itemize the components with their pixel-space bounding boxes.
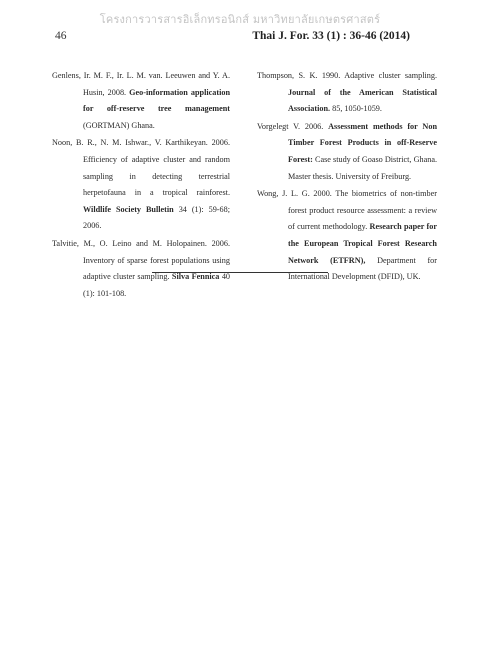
reference-title: Wildlife Society Bulletin [83, 204, 174, 214]
reference-title: Silva Fennica [171, 272, 220, 282]
reference-title: Geo-information application for off-reserve tree management [83, 87, 231, 114]
references-left-column [52, 68, 230, 303]
reference-text: 40 (1): 101-108. [83, 272, 231, 298]
reference-entry [52, 68, 230, 134]
reference-title: Journal of the American Statistical Association. [288, 87, 437, 114]
reference-text: Wong, J. L. G. 2000. The biometrics of non-timber forest product resource assessment: a review of current methodology. [257, 189, 437, 232]
reference-text: Genlens, Ir. M. F., Ir. L. M. van. Leeuwen and Y. A. Husin, 2008. [52, 71, 230, 97]
reference-title: Research paper for the European Tropical Forest Research Network (ETFRN), [288, 222, 437, 265]
reference-text: Thompson, S. K. 1990. Adaptive cluster sampling. [257, 71, 437, 80]
reference-text: 85, 1050-1059. [330, 104, 382, 114]
reference-entry [257, 119, 437, 185]
watermark: โครงการวารสารอิเล็กทรอนิกส์ มหาวิทยาลัยเกษตรศาสตร์ [99, 13, 381, 26]
reference-entry [52, 236, 230, 302]
reference-text: Case study of Goaso District, Ghana. Master thesis. University of Freiburg. [288, 154, 437, 181]
reference-title: Assessment methods for Non Timber Forest Products in off-Reserve Forest: [288, 121, 437, 164]
reference-text: 34 (1): 59-68; 2006. [83, 204, 230, 231]
reference-entry [257, 186, 437, 286]
reference-text: Vorgelegt V. 2006. [257, 121, 329, 131]
end-rule [152, 272, 328, 273]
references-right-column [257, 68, 437, 287]
reference-text: Department for International Development (DFID), UK. [288, 255, 438, 282]
reference-text: (GORTMAN) Ghana. [83, 120, 155, 130]
reference-entry [257, 68, 437, 118]
reference-entry [52, 135, 230, 235]
reference-text: Noon, B. R., N. M. Ishwar., V. Karthikeyan. 2006. Efficiency of adaptive cluster and random sampling in detecting terrestrial herpetofauna in a tropical rainforest. [52, 138, 230, 198]
running-title: Thai J. For. 33 (1) : 36-46 (2014) [252, 30, 410, 42]
page-number: 46 [55, 30, 67, 42]
reference-text: Talvitie, M., O. Leino and M. Holopainen. 2006. Inventory of sparse forest populations using adaptive cluster sampling. [52, 238, 230, 282]
